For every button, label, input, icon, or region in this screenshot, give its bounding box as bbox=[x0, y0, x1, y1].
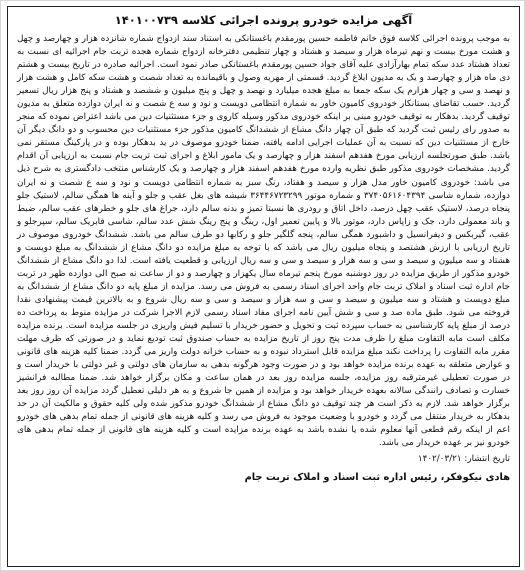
notice-title: آگهی مزایده خودرو پرونده اجرائی کلاسه ۱۴۰۱۰۰۷۳۹ bbox=[114, 13, 413, 27]
signature: هادی نیکوفکر، رئیس اداره ثبت اسناد و املاک تربت جام bbox=[244, 471, 510, 483]
notice-frame bbox=[7, 6, 520, 567]
publish-date: تاریخ انتشار: ۱۴۰۲/۰۳/۲۱ bbox=[417, 453, 510, 464]
notice-body: به موجب پرونده اجرائی کلاسه فوق خانم فاطمه حسین پورمقدم باغستانکی به استناد سند ازدواج شماره شانزده هزار و چهارصد و چهل و هشت مورخ بیست و نهم تیرماه هزار و سیصد و هشتاد و چهار تنظیمی دفترخانه ازدواج شماره هجده تربت جام اجرائیه ای نسبت به تعداد هشتاد عدد سکه تمام بهارآزادی علیه آقای جواد حسین پورمقدم باغستانکی صادر نمود است. اجرائیه صادره در تاریخ بیست و هشتم دی ماه هزار و چهارصد و یک به مدیون ابلاغ گردید. قسمتی از مهریه وصول و باقیمانده به تعداد شصت و هشت سکه کامل و هشت هزار و نهصد و سی و چهار هزارم یک سکه جمعا به مبلغ هجده میلیارد و نهصد و چهل و پنج میلیون و ششصد و هشتاد و پنج هزار ریال تسعیر گردید. حسب تقاضای بستانکار خودروی کامیون خاور به شماره انتظامی دویست و نود و سه ع شصت و نه ایران دوازده متعلق به مدیون توقیف گردید. بدهکار به توقیف خودرو مبنی بر اینکه خودروی مذکور وسیله کاروی و جزء مستثنیات دین می باشد اعتراض نموده که منجر به صدور رای رئیس ثبت گردید که طبق آن چهار دانگ مشاع از ششدانگ کامیون مذکور جزء مستثنیات دین محسوب و دو دانگ دیگر آن خارج از مستثنیات دین که نسبت به آن عملیات اجرایی ادامه یافته، ضمنا خودرو موصوف در ید بدهکار بوده و در پارکینگ مستقر نمی باشد. طبق صورتجلسه ارزیابی مورخ هفدهم اسفند هزار و چهارصد و یک مامور ابلاغ و اجرای ثبت تربت جام نسبت به ارزیابی آن اقدام گردید. مشخصات خودروی مذکور طبق نظریه وارده مورخ هفدهم اسفند هزار و چهارصد و یک کارشناس منتخب دادگستری به شرح ذیل می باشد: خودروی کامیون خاور مدل هزار و سیصد و هفتاد، رنگ سبز به شماره انتظامی دویست و نود و سه ع شصت و نه ایران دوازده، شماره شاسی ۳۷۴۰۵۶۱۶۰۴۳۹۴ و شماره موتور ۳۶۴۴۶۷۲۳۲۹۹ شیشه های بغل عقب و جلو و آینه ها همگی سالم، لاستیک جلو پنجاه درصد، لاستیک عقب چهل درصد، داخل اتاق و رودری ها نسبتا تمیز و بدنه سالم دارد، جراغ های جلو و خطرهای عقب سالم، ضبط و باند معمولی دارد، جک و زاپاس دارد، موتور بالا و پایین تعمیر اول، رینگ و پنج رینگ شش عدد سالم، شاسی فابریک سالم، سپرجلو و عقب، گیربکس و دیفرانسیل و داشبورد همگی سالم، پنجه گلگیر جلو و رکابها دو طرف سالم می باشد. ششدانگ خودروی موصوف در تاریخ ارزیابی با ارزش هشتصد و پنجاه میلیون ریال می باشد که با توجه به مبلغ مزایده دو دانگ مشاع از ششدانگ به مبلغ دویست و هشتاد و سه میلیون و سیصد و سی و سه هزار و سیصد و سی و سه ریال ارزیابی و قطعیت یافته است. لذا دو دانگ مشاع از ششدانگ خودرو مذکور از طریق مزایده در روز دوشنبه مورخ پنجم تیرماه سال یکهزار و چهارصد و دو از ساعت نه صبح الی دوازده ظهر در تربت جام اداره ثبت اسناد و املاک تربت جام واحد اجرای اسناد رسمی به فروش می رسد. مزایده از مبلغ پایه دو دانگ مشاع از ششدانگ به مبلغ دویست و هشتاد و سه میلیون و سیصد و سی و سه هزار و سیصد و سی و سه ریال شروع و به بالاترین قیمت پیشنهادی نقدا فروخته می شود. طبق ماده صد و سی و شش آیین نامه اجرای مفاد اسناد رسمی لازم الاجرا شرکت در مزایده منوط به پرداخت ده درصد از مبلغ پایه کارشناسی به حساب سپرده ثبت و تحویل و حضور خریدار با تسلیم فیش واریزی در جلسه مزایده است. برنده مزایده مکلف است مابه التفاوت مبلغ را ظرف مدت پنج روز از تاریخ مزایده به حساب صندوق ثبت تودیع نماید و در صورتی که ظرف مهلت مقرر مابه التفاوت را پرداخت نکند مبلغ مزایده قابل استرداد نبوده و به حساب خزانه دولت واریز می گردد. ضمنا کلیه هزینه های قانونی و عوارض متعلقه به عهده برنده مزایده خواهد بود و در صورت وجود هرگونه بدهی به سازمان های دولتی و غیر دولتی با خریدار است و در صورت تعطیلی غیرمترقبه روز مزایده، جلسه مزایده روز بعد در همان ساعت و مکان برگزار خواهد شد. ضمنا مطالبه فرانشیز خسارت و تصادف رانندگی سالانه بعهده خریدار خواهد بود و مزایده از همین جا شروع و به هر دلیلی تعطیل گردد مزایده آن روز روز بعد برگزار خواهد شد. لازم به ذکر است هر چند توقیف دو دانگ مشاع از ششدانگ خودرو مذکور شده ولی کلیه حقوق و مالکیت آن در حد بدهکار به خریدار منتقل می گردد و خودرو با وضعیت موجود به فروش می رسد و کلیه هزینه های قانونی از جمله تمام بدهی های خودرو اعم از اینکه رقم قطعی آنها معلوم شده یا نشده باشد به عهده برنده مزایده است و کلیه هزینه های قانونی از جمله تمام بدهی های خودرو نیز بر عهده خریدار می باشد. bbox=[17, 34, 510, 449]
